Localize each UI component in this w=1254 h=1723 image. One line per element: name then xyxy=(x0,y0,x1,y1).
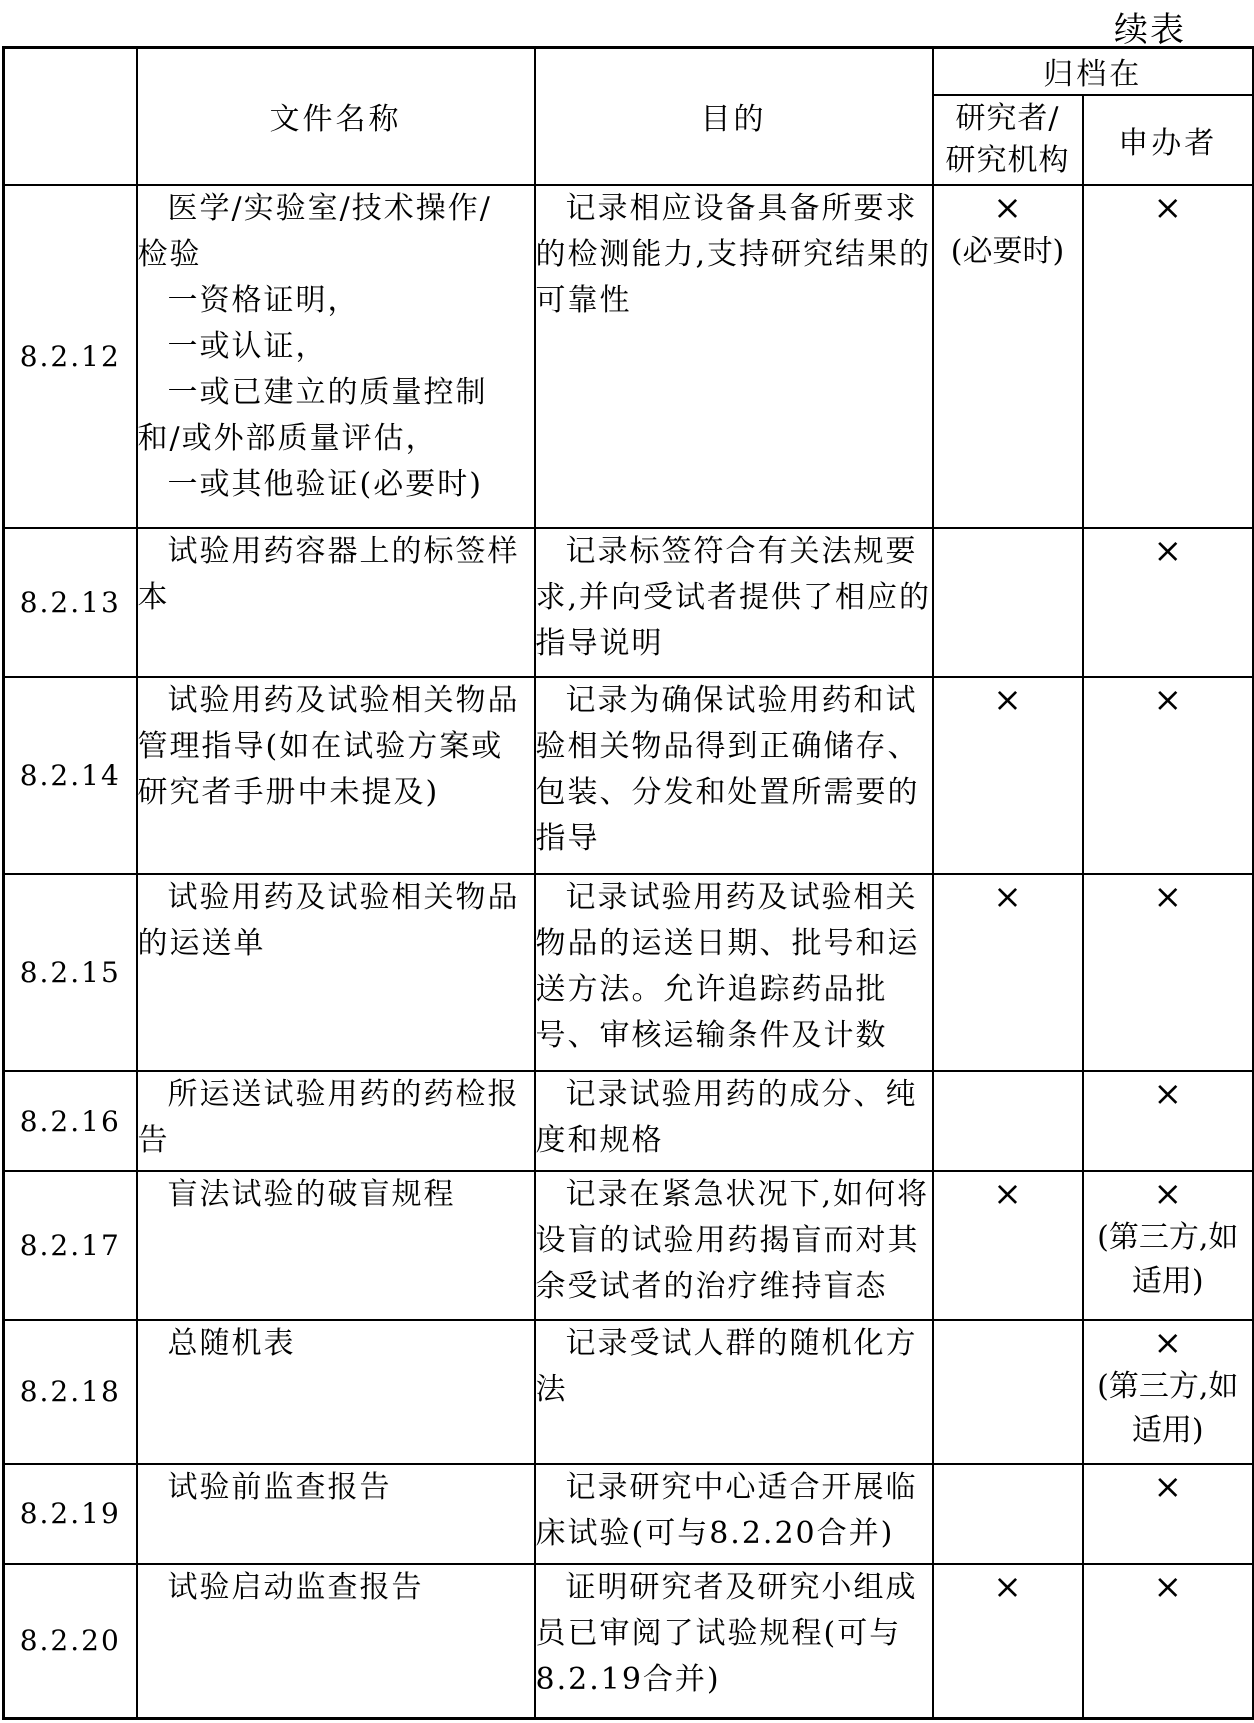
sponsor-mark-cell xyxy=(1083,1171,1254,1320)
header-document-name: 文件名称 xyxy=(137,48,535,185)
mark-note: (必要时) xyxy=(950,233,1065,269)
purpose-text: 证明研究者及研究小组成员已审阅了试验规程(可与8.2.19合并) xyxy=(535,1564,933,1719)
sponsor-mark-cell xyxy=(1083,1564,1254,1719)
check-mark: × xyxy=(1153,1322,1182,1363)
check-mark: × xyxy=(993,877,1022,918)
check-mark: × xyxy=(993,187,1022,228)
check-mark: × xyxy=(1153,679,1182,720)
sponsor-mark-cell xyxy=(1083,1071,1254,1171)
document-name-line: 一资格证明， xyxy=(167,282,360,318)
check-mark: × xyxy=(1153,531,1182,572)
header-sponsor: 申办者 xyxy=(1083,95,1254,185)
table-row xyxy=(4,1564,1254,1719)
check-mark: × xyxy=(1153,1566,1182,1607)
row-number: 8.2.20 xyxy=(4,1564,137,1719)
continued-label: 续表 xyxy=(1114,10,1186,50)
header-investigator xyxy=(933,95,1083,185)
investigator-mark-cell xyxy=(933,1464,1083,1564)
document-name: 试验用药及试验相关物品管理指导(如在试验方案或研究者手册中未提及) xyxy=(137,677,535,874)
purpose-text: 记录相应设备具备所要求的检测能力,支持研究结果的可靠性 xyxy=(535,185,933,529)
check-mark: × xyxy=(1153,877,1182,918)
document-name-line: 和/或外部质量评估， xyxy=(137,420,438,456)
document-name-line: 一或已建立的质量控制 xyxy=(167,374,488,410)
document-name-line: 一或认证， xyxy=(167,328,328,364)
header-number xyxy=(4,48,137,185)
row-number: 8.2.19 xyxy=(4,1464,137,1564)
check-mark: × xyxy=(1153,1466,1182,1507)
investigator-mark-cell xyxy=(933,185,1083,529)
mark-note: (第三方,如适用) xyxy=(1097,1220,1239,1300)
document-name: 所运送试验用药的药检报告 xyxy=(137,1071,535,1171)
table-row xyxy=(4,1071,1254,1171)
sponsor-mark-cell xyxy=(1083,874,1254,1071)
row-number: 8.2.17 xyxy=(4,1171,137,1320)
purpose-text: 记录受试人群的随机化方法 xyxy=(535,1320,933,1464)
table-row xyxy=(4,528,1254,677)
sponsor-mark-cell xyxy=(1083,1320,1254,1464)
table-row xyxy=(4,1464,1254,1564)
investigator-mark-cell xyxy=(933,677,1083,874)
check-mark: × xyxy=(1153,1074,1182,1115)
row-number: 8.2.15 xyxy=(4,874,137,1071)
purpose-text: 记录为确保试验用药和试验相关物品得到正确储存、包装、分发和处置所需要的指导 xyxy=(535,677,933,874)
row-number: 8.2.18 xyxy=(4,1320,137,1464)
check-mark: × xyxy=(993,1174,1022,1215)
investigator-mark-cell xyxy=(933,1564,1083,1719)
investigator-mark-cell xyxy=(933,1071,1083,1171)
investigator-mark-cell xyxy=(933,1320,1083,1464)
sponsor-mark-cell xyxy=(1083,528,1254,677)
document-name: 试验用药容器上的标签样本 xyxy=(137,528,535,677)
purpose-text: 记录试验用药的成分、纯度和规格 xyxy=(535,1071,933,1171)
document-name-line: 医学/实验室/技术操作/ xyxy=(167,190,492,226)
sponsor-mark-cell xyxy=(1083,185,1254,529)
check-mark: × xyxy=(993,679,1022,720)
document-name: 试验启动监查报告 xyxy=(137,1564,535,1719)
sponsor-mark-cell xyxy=(1083,1464,1254,1564)
header-purpose: 目的 xyxy=(535,48,933,185)
check-mark: × xyxy=(993,1566,1022,1607)
header-investigator-line-2: 研究机构 xyxy=(945,142,1070,178)
header-row-1 xyxy=(4,48,1254,95)
investigator-mark-cell xyxy=(933,874,1083,1071)
document-name: 试验前监查报告 xyxy=(137,1464,535,1564)
document-name-line: 一或其他验证(必要时) xyxy=(167,466,483,502)
check-mark: × xyxy=(1153,1174,1182,1215)
purpose-text: 记录试验用药及试验相关物品的运送日期、批号和运送方法。允许追踪药品批号、审核运输条件及计数 xyxy=(535,874,933,1071)
document-name: 总随机表 xyxy=(137,1320,535,1464)
investigator-mark-cell xyxy=(933,528,1083,677)
table-row xyxy=(4,1171,1254,1320)
purpose-text: 记录研究中心适合开展临床试验(可与8.2.20合并) xyxy=(535,1464,933,1564)
document-name-line: 检验 xyxy=(137,236,202,272)
investigator-mark-cell xyxy=(933,1171,1083,1320)
header-filed-in: 归档在 xyxy=(933,48,1254,95)
purpose-text: 记录标签符合有关法规要求,并向受试者提供了相应的指导说明 xyxy=(535,528,933,677)
check-mark: × xyxy=(1153,187,1182,228)
row-number: 8.2.12 xyxy=(4,185,137,529)
document-archive-table xyxy=(2,46,1254,1720)
mark-note: (第三方,如适用) xyxy=(1097,1368,1239,1448)
table-row xyxy=(4,1320,1254,1464)
document-name xyxy=(137,185,535,529)
header-investigator-line-1: 研究者/ xyxy=(955,100,1060,136)
table-row xyxy=(4,185,1254,529)
row-number: 8.2.13 xyxy=(4,528,137,677)
table-row xyxy=(4,874,1254,1071)
row-number: 8.2.14 xyxy=(4,677,137,874)
table-row xyxy=(4,677,1254,874)
document-name: 试验用药及试验相关物品的运送单 xyxy=(137,874,535,1071)
document-name: 盲法试验的破盲规程 xyxy=(137,1171,535,1320)
purpose-text: 记录在紧急状况下,如何将设盲的试验用药揭盲而对其余受试者的治疗维持盲态 xyxy=(535,1171,933,1320)
sponsor-mark-cell xyxy=(1083,677,1254,874)
row-number: 8.2.16 xyxy=(4,1071,137,1171)
